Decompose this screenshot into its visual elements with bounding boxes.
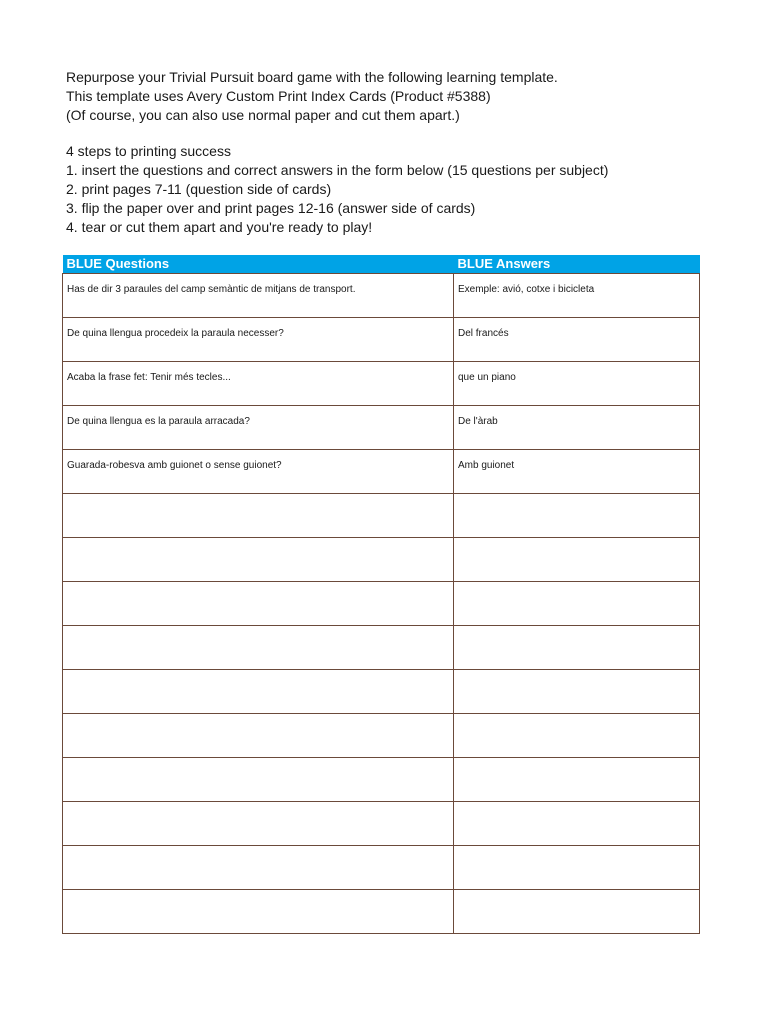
question-cell[interactable] (63, 802, 454, 846)
question-cell[interactable]: Acaba la frase fet: Tenir més tecles... (63, 362, 454, 406)
table-row (63, 274, 700, 318)
question-cell[interactable] (63, 494, 454, 538)
question-cell[interactable]: Guarada-robesva amb guionet o sense guionet? (63, 450, 454, 494)
step-3: 3. flip the paper over and print pages 12-16 (answer side of cards) (66, 200, 476, 216)
step-2: 2. print pages 7-11 (question side of cards) (66, 181, 332, 197)
question-cell[interactable] (63, 890, 454, 934)
intro-line: This template uses Avery Custom Print Index Cards (Product #5388) (66, 88, 491, 104)
qa-body (63, 274, 700, 934)
table-row (63, 362, 700, 406)
table-row (63, 758, 700, 802)
table-row (63, 538, 700, 582)
answer-cell[interactable] (454, 758, 700, 802)
table-row (63, 846, 700, 890)
table-row (63, 670, 700, 714)
steps-heading: 4 steps to printing success (66, 143, 231, 159)
answer-cell[interactable] (454, 802, 700, 846)
step-1: 1. insert the questions and correct answers in the form below (15 questions per subject) (66, 162, 609, 178)
intro-line: (Of course, you can also use normal paper and cut them apart.) (66, 107, 460, 123)
table-header-row (63, 255, 700, 274)
question-cell[interactable] (63, 758, 454, 802)
intro-line: Repurpose your Trivial Pursuit board game with the following learning template. (66, 69, 558, 85)
answer-cell[interactable]: Exemple: avió, cotxe i bicicleta (454, 274, 700, 318)
question-cell[interactable] (63, 670, 454, 714)
answers-header: BLUE Answers (454, 255, 700, 274)
question-cell[interactable] (63, 714, 454, 758)
answer-cell[interactable] (454, 626, 700, 670)
answer-cell[interactable] (454, 714, 700, 758)
question-cell[interactable] (63, 846, 454, 890)
table-row (63, 494, 700, 538)
answer-cell[interactable] (454, 494, 700, 538)
table-row (63, 890, 700, 934)
table-row (63, 450, 700, 494)
question-cell[interactable]: De quina llengua es la paraula arracada? (63, 406, 454, 450)
questions-header: BLUE Questions (63, 255, 454, 274)
table-row (63, 318, 700, 362)
spacer (66, 125, 726, 142)
answer-cell[interactable] (454, 890, 700, 934)
question-cell[interactable]: De quina llengua procedeix la paraula necesser? (63, 318, 454, 362)
answer-cell[interactable]: De l'àrab (454, 406, 700, 450)
question-cell[interactable]: Has de dir 3 paraules del camp semàntic de mitjans de transport. (63, 274, 454, 318)
answer-cell[interactable] (454, 846, 700, 890)
answer-cell[interactable] (454, 582, 700, 626)
answer-cell[interactable] (454, 538, 700, 582)
step-4: 4. tear or cut them apart and you're ready to play! (66, 219, 373, 235)
answer-cell[interactable]: que un piano (454, 362, 700, 406)
table-row (63, 582, 700, 626)
answer-cell[interactable] (454, 670, 700, 714)
question-cell[interactable] (63, 538, 454, 582)
qa-table (62, 255, 700, 934)
answer-cell[interactable]: Del francés (454, 318, 700, 362)
table-row (63, 802, 700, 846)
table-row (63, 406, 700, 450)
answer-cell[interactable]: Amb guionet (454, 450, 700, 494)
question-cell[interactable] (63, 582, 454, 626)
intro-text (66, 68, 726, 237)
question-cell[interactable] (63, 626, 454, 670)
table-row (63, 626, 700, 670)
table-row (63, 714, 700, 758)
